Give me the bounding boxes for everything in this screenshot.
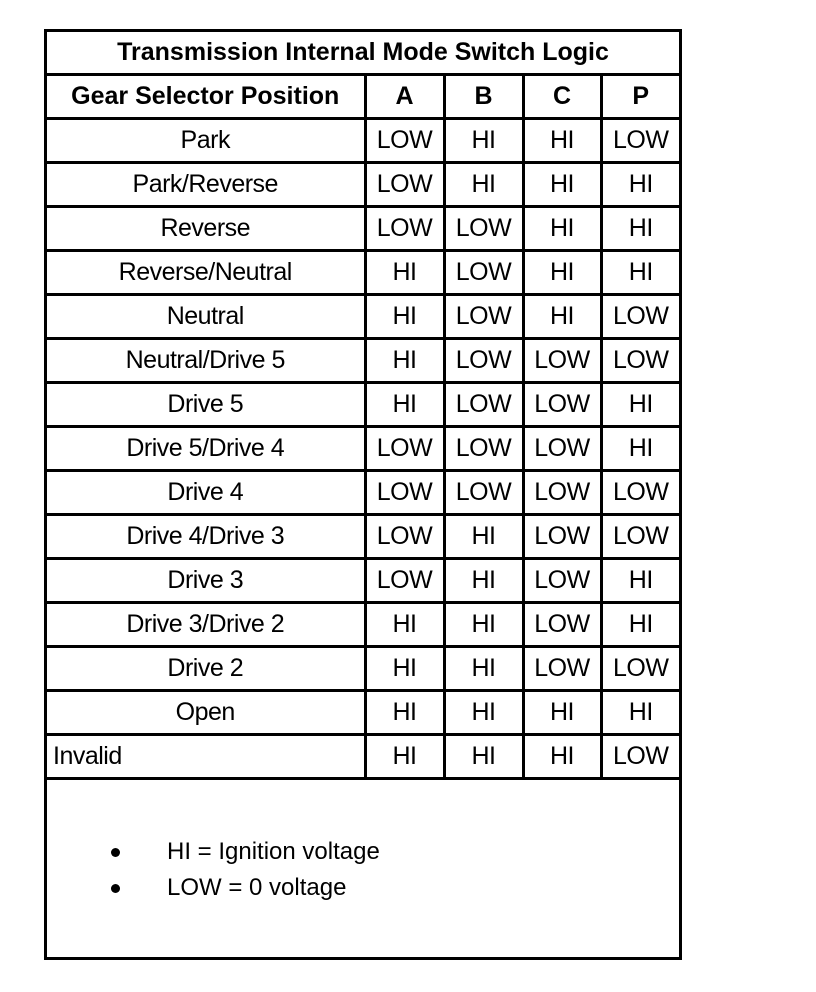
cell-position: Neutral/Drive 5 (47, 339, 365, 383)
legend-notes (47, 834, 679, 906)
cell-a: LOW (365, 471, 444, 515)
table-row (47, 251, 679, 295)
cell-c: LOW (523, 427, 601, 471)
cell-b: LOW (444, 207, 523, 251)
cell-position: Drive 5 (47, 383, 365, 427)
cell-c: HI (523, 251, 601, 295)
column-header-position: Gear Selector Position (47, 75, 365, 119)
cell-b: LOW (444, 251, 523, 295)
cell-c: LOW (523, 559, 601, 603)
note-hi (47, 834, 679, 870)
cell-position: Drive 2 (47, 647, 365, 691)
table-row (47, 647, 679, 691)
cell-c: HI (523, 207, 601, 251)
cell-a: HI (365, 295, 444, 339)
table-row (47, 119, 679, 163)
cell-a: HI (365, 647, 444, 691)
table-row (47, 559, 679, 603)
cell-position: Drive 5/Drive 4 (47, 427, 365, 471)
cell-a: HI (365, 251, 444, 295)
cell-a: HI (365, 339, 444, 383)
cell-b: HI (444, 119, 523, 163)
cell-c: HI (523, 691, 601, 735)
table-row (47, 207, 679, 251)
cell-c: HI (523, 295, 601, 339)
cell-b: HI (444, 735, 523, 779)
cell-p: LOW (601, 647, 679, 691)
table-row (47, 603, 679, 647)
cell-p: LOW (601, 339, 679, 383)
header-row (47, 75, 679, 119)
cell-b: HI (444, 515, 523, 559)
cell-p: HI (601, 383, 679, 427)
table-row (47, 339, 679, 383)
cell-a: LOW (365, 207, 444, 251)
cell-p: HI (601, 603, 679, 647)
bullet-icon (111, 848, 120, 857)
cell-position: Drive 3 (47, 559, 365, 603)
table-row (47, 471, 679, 515)
cell-p: HI (601, 251, 679, 295)
cell-p: HI (601, 427, 679, 471)
note-low (47, 870, 679, 906)
cell-c: LOW (523, 603, 601, 647)
cell-a: LOW (365, 515, 444, 559)
cell-a: HI (365, 691, 444, 735)
table-row (47, 691, 679, 735)
cell-c: LOW (523, 515, 601, 559)
cell-c: LOW (523, 383, 601, 427)
table-row (47, 163, 679, 207)
cell-p: LOW (601, 471, 679, 515)
cell-position: Park/Reverse (47, 163, 365, 207)
table-title: Transmission Internal Mode Switch Logic (47, 32, 679, 75)
cell-c: HI (523, 735, 601, 779)
table-row (47, 515, 679, 559)
cell-b: LOW (444, 471, 523, 515)
cell-position: Reverse (47, 207, 365, 251)
cell-position: Park (47, 119, 365, 163)
cell-c: HI (523, 163, 601, 207)
note-text: HI = Ignition voltage (167, 838, 380, 865)
table-row (47, 383, 679, 427)
column-header-b: B (444, 75, 523, 119)
table-row (47, 735, 679, 779)
cell-a: HI (365, 603, 444, 647)
cell-a: LOW (365, 163, 444, 207)
cell-c: LOW (523, 647, 601, 691)
cell-position: Drive 4/Drive 3 (47, 515, 365, 559)
cell-p: LOW (601, 295, 679, 339)
column-header-c: C (523, 75, 601, 119)
cell-c: LOW (523, 471, 601, 515)
column-header-p: P (601, 75, 679, 119)
cell-b: HI (444, 163, 523, 207)
cell-a: HI (365, 735, 444, 779)
cell-position: Drive 3/Drive 2 (47, 603, 365, 647)
cell-c: HI (523, 119, 601, 163)
cell-c: LOW (523, 339, 601, 383)
cell-p: HI (601, 163, 679, 207)
cell-position: Neutral (47, 295, 365, 339)
table-row (47, 427, 679, 471)
cell-p: LOW (601, 735, 679, 779)
note-text: LOW = 0 voltage (167, 874, 347, 901)
cell-a: LOW (365, 559, 444, 603)
cell-p: LOW (601, 515, 679, 559)
cell-position: Reverse/Neutral (47, 251, 365, 295)
cell-b: LOW (444, 427, 523, 471)
table-row (47, 295, 679, 339)
cell-p: LOW (601, 119, 679, 163)
cell-b: LOW (444, 383, 523, 427)
cell-b: HI (444, 647, 523, 691)
cell-b: LOW (444, 339, 523, 383)
cell-b: LOW (444, 295, 523, 339)
mode-switch-logic-chart (44, 29, 682, 960)
cell-position: Drive 4 (47, 471, 365, 515)
cell-position: Invalid (47, 735, 365, 779)
cell-p: HI (601, 559, 679, 603)
cell-a: LOW (365, 427, 444, 471)
column-header-a: A (365, 75, 444, 119)
bullet-icon (111, 884, 120, 893)
cell-b: HI (444, 559, 523, 603)
cell-p: HI (601, 691, 679, 735)
title-row (47, 32, 679, 75)
cell-position: Open (47, 691, 365, 735)
cell-p: HI (601, 207, 679, 251)
cell-b: HI (444, 603, 523, 647)
mode-switch-logic-table (47, 32, 679, 780)
cell-a: HI (365, 383, 444, 427)
cell-a: LOW (365, 119, 444, 163)
cell-b: HI (444, 691, 523, 735)
